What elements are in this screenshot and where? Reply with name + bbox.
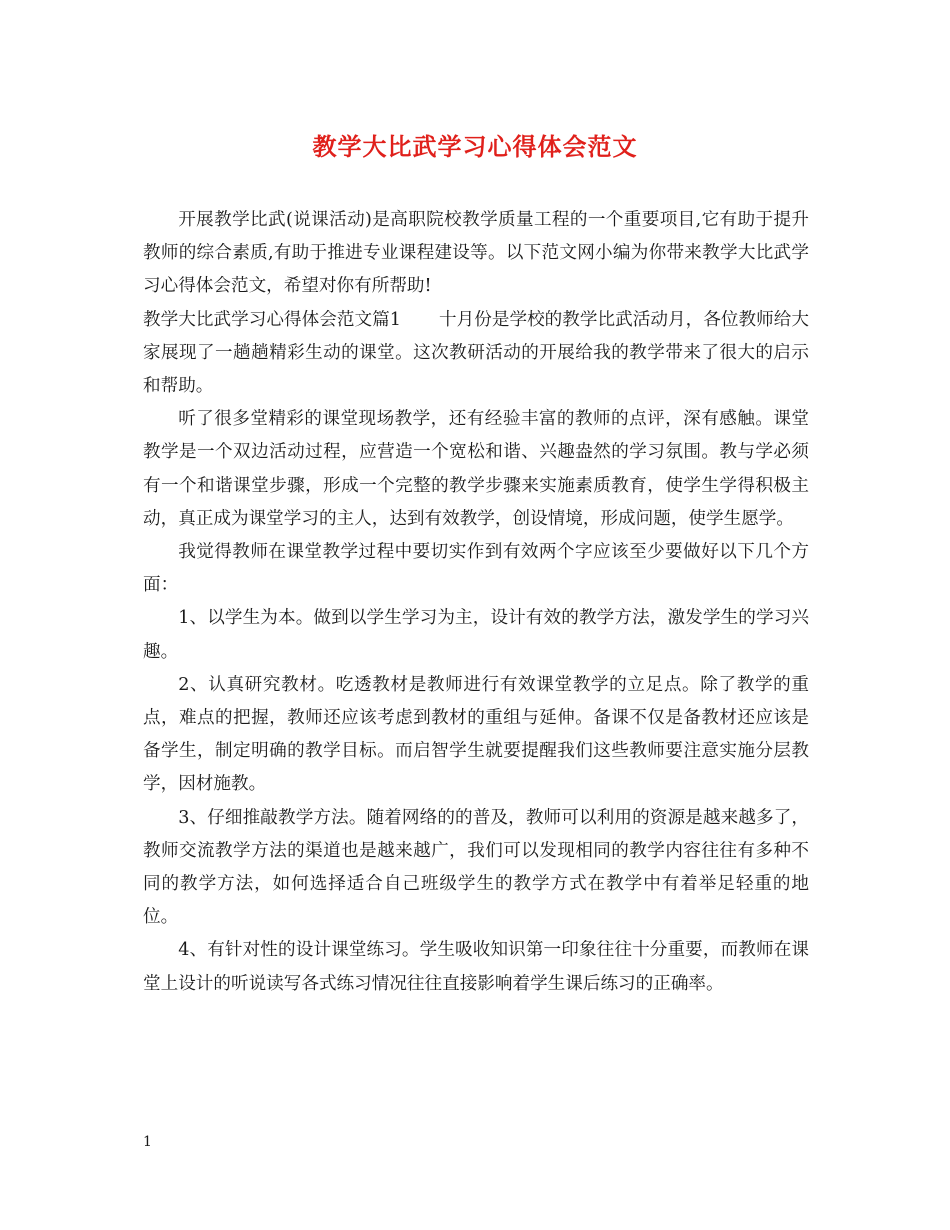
paragraph-point-2: 2、认真研究教材。吃透教材是教师进行有效课堂教学的立足点。除了教学的重点，难点的把握，教师还应该考虑到教材的重组与延伸。备课不仅是备教材还应该是备学生，制定明确的教学目标。而启智学生就要提醒我们这些教师要注意实施分层教学，因材施教。 bbox=[143, 674, 809, 795]
paragraph-point-1: 1、以学生为本。做到以学生学习为主，设计有效的教学方法，激发学生的学习兴趣。 bbox=[143, 608, 809, 662]
section-text: 十月份是学校的教学比武活动月，各位教师给大家展现了一趟趟精彩生动的课堂。这次教研活动的开展给我的教学带来了很大的启示和帮助。 bbox=[143, 309, 809, 397]
document-title: 教学大比武学习心得体会范文 bbox=[312, 132, 638, 161]
paragraph-aspects: 我觉得教师在课堂教学过程中要切实作到有效两个字应该至少要做好以下几个方面： bbox=[143, 542, 809, 596]
document-body bbox=[143, 204, 809, 1001]
paragraph-section-1 bbox=[143, 304, 809, 404]
page-number: 1 bbox=[143, 1134, 152, 1150]
paragraph-point-4: 4、有针对性的设计课堂练习。学生吸收知识第一印象往往十分重要，而教师在课堂上设计的听说读写各式练习情况往往直接影响着学生课后练习的正确率。 bbox=[143, 940, 809, 994]
section-heading: 教学大比武学习心得体会范文篇1 bbox=[143, 309, 401, 330]
paragraph-observation: 听了很多堂精彩的课堂现场教学，还有经验丰富的教师的点评，深有感触。课堂教学是一个双边活动过程，应营造一个宽松和谐、兴趣盎然的学习氛围。教与学必须有一个和谐课堂步骤，形成一个完整的教学步骤来实施素质教育，使学生学得积极主动，真正成为课堂学习的主人，达到有效教学，创设情境，形成问题，使学生愿学。 bbox=[143, 409, 809, 529]
paragraph-intro: 开展教学比武(说课活动)是高职院校教学质量工程的一个重要项目,它有助于提升教师的综合素质,有助于推进专业课程建设等。以下范文网小编为你带来教学大比武学习心得体会范文，希望对你有所帮助! bbox=[143, 210, 809, 297]
paragraph-point-3: 3、仔细推敲教学方法。随着网络的的普及，教师可以利用的资源是越来越多了，教师交流教学方法的渠道也是越来越广，我们可以发现相同的教学内容往往有多种不同的教学方法，如何选择适合自己班级学生的教学方式在教学中有着举足轻重的地位。 bbox=[143, 807, 809, 928]
